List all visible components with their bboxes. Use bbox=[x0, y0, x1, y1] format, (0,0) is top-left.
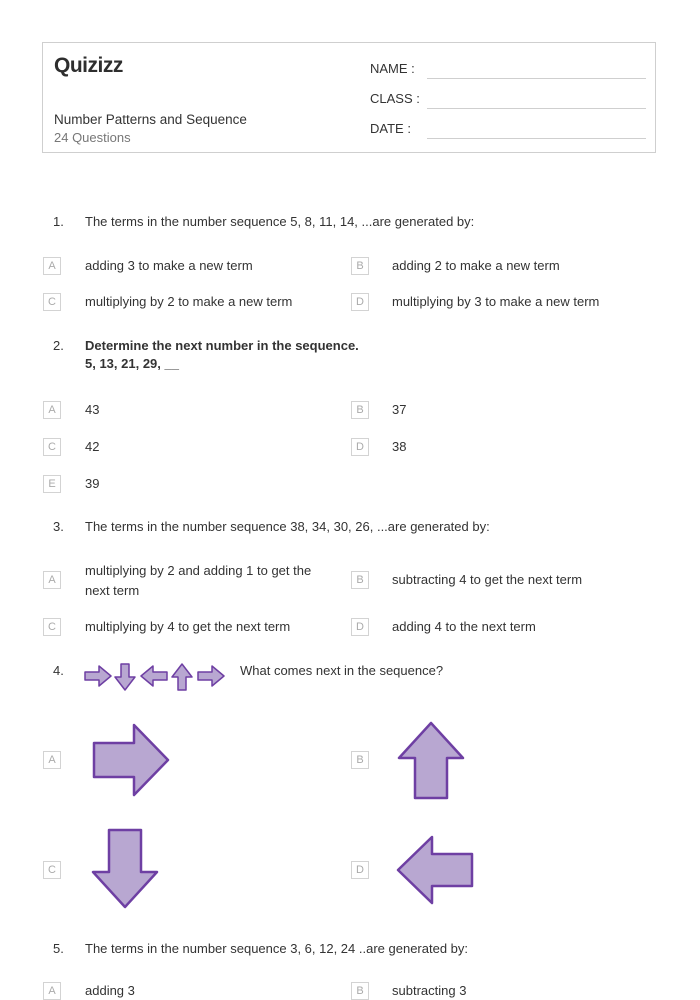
arrow-left-icon[interactable] bbox=[394, 834, 476, 906]
question-5-number: 5. bbox=[53, 941, 64, 956]
q3-option-c-text[interactable]: multiplying by 4 to get the next term bbox=[85, 619, 291, 634]
q2-option-c-letter[interactable]: C bbox=[43, 438, 61, 456]
q2-option-b-letter[interactable]: B bbox=[351, 401, 369, 419]
q1-option-d-text[interactable]: multiplying by 3 to make a new term bbox=[392, 294, 600, 309]
q1-option-d-letter[interactable]: D bbox=[351, 293, 369, 311]
question-1-text: The terms in the number sequence 5, 8, 11, 14, ...are generated by: bbox=[85, 214, 475, 229]
q5-option-a-text[interactable]: adding 3 bbox=[85, 983, 135, 998]
q3-option-b-text[interactable]: subtracting 4 to get the next term bbox=[392, 572, 583, 587]
question-2-number: 2. bbox=[53, 338, 64, 353]
class-label: CLASS : bbox=[370, 91, 420, 106]
question-5-text: The terms in the number sequence 3, 6, 12, 24 ..are generated by: bbox=[85, 941, 469, 956]
name-field[interactable] bbox=[370, 61, 646, 79]
question-4-number: 4. bbox=[53, 663, 64, 678]
question-1-number: 1. bbox=[53, 214, 64, 229]
question-3-text: The terms in the number sequence 38, 34, 30, 26, ...are generated by: bbox=[85, 519, 490, 534]
quizizz-logo: Quizizz bbox=[54, 54, 123, 77]
q2-option-a-text[interactable]: 43 bbox=[85, 402, 100, 417]
name-line bbox=[427, 78, 646, 79]
q5-option-b-letter[interactable]: B bbox=[351, 982, 369, 1000]
q4-option-d-letter[interactable]: D bbox=[351, 861, 369, 879]
q2-option-a-letter[interactable]: A bbox=[43, 401, 61, 419]
q1-option-c-letter[interactable]: C bbox=[43, 293, 61, 311]
arrow-right-icon bbox=[84, 663, 112, 689]
arrow-right-icon[interactable] bbox=[90, 722, 174, 800]
date-line bbox=[427, 138, 646, 139]
q5-option-a-letter[interactable]: A bbox=[43, 982, 61, 1000]
q3-option-d-text[interactable]: adding 4 to the next term bbox=[392, 619, 536, 634]
q2-option-c-text[interactable]: 42 bbox=[85, 439, 100, 454]
arrow-down-icon[interactable] bbox=[89, 827, 161, 911]
q3-option-b-letter[interactable]: B bbox=[351, 571, 369, 589]
q2-option-b-text[interactable]: 37 bbox=[392, 402, 407, 417]
arrow-up-icon bbox=[170, 663, 194, 691]
q3-option-a-letter[interactable]: A bbox=[43, 571, 61, 589]
q1-option-c-text[interactable]: multiplying by 2 to make a new term bbox=[85, 294, 293, 309]
q1-option-b-letter[interactable]: B bbox=[351, 257, 369, 275]
q2-option-e-letter[interactable]: E bbox=[43, 475, 61, 493]
question-4-text: What comes next in the sequence? bbox=[240, 663, 444, 678]
arrow-right-icon bbox=[197, 663, 225, 689]
q2-option-d-letter[interactable]: D bbox=[351, 438, 369, 456]
q1-option-a-letter[interactable]: A bbox=[43, 257, 61, 275]
q4-option-a-letter[interactable]: A bbox=[43, 751, 61, 769]
arrow-left-icon bbox=[140, 663, 168, 689]
date-label: DATE : bbox=[370, 121, 411, 136]
q3-option-d-letter[interactable]: D bbox=[351, 618, 369, 636]
name-label: NAME : bbox=[370, 61, 415, 76]
q5-option-b-text[interactable]: subtracting 3 bbox=[392, 983, 467, 998]
question-2-text-line2: 5, 13, 21, 29, __ bbox=[85, 356, 179, 371]
worksheet-title: Number Patterns and Sequence bbox=[54, 112, 247, 127]
q2-option-d-text[interactable]: 38 bbox=[392, 439, 407, 454]
q1-option-a-text[interactable]: adding 3 to make a new term bbox=[85, 258, 253, 273]
q4-option-c-letter[interactable]: C bbox=[43, 861, 61, 879]
q2-option-e-text[interactable]: 39 bbox=[85, 476, 100, 491]
date-field[interactable] bbox=[370, 121, 646, 139]
q1-option-b-text[interactable]: adding 2 to make a new term bbox=[392, 258, 560, 273]
arrow-down-icon bbox=[113, 663, 137, 691]
question-2-text-line1: Determine the next number in the sequence. bbox=[85, 338, 359, 353]
class-line bbox=[427, 108, 646, 109]
class-field[interactable] bbox=[370, 91, 646, 109]
q3-option-c-letter[interactable]: C bbox=[43, 618, 61, 636]
worksheet-header bbox=[42, 42, 656, 153]
q4-option-b-letter[interactable]: B bbox=[351, 751, 369, 769]
question-3-number: 3. bbox=[53, 519, 64, 534]
q3-option-a-text-line2[interactable]: next term bbox=[85, 583, 140, 598]
q3-option-a-text-line1[interactable]: multiplying by 2 and adding 1 to get the bbox=[85, 563, 312, 578]
question-count: 24 Questions bbox=[54, 130, 131, 145]
arrow-up-icon[interactable] bbox=[395, 720, 467, 804]
